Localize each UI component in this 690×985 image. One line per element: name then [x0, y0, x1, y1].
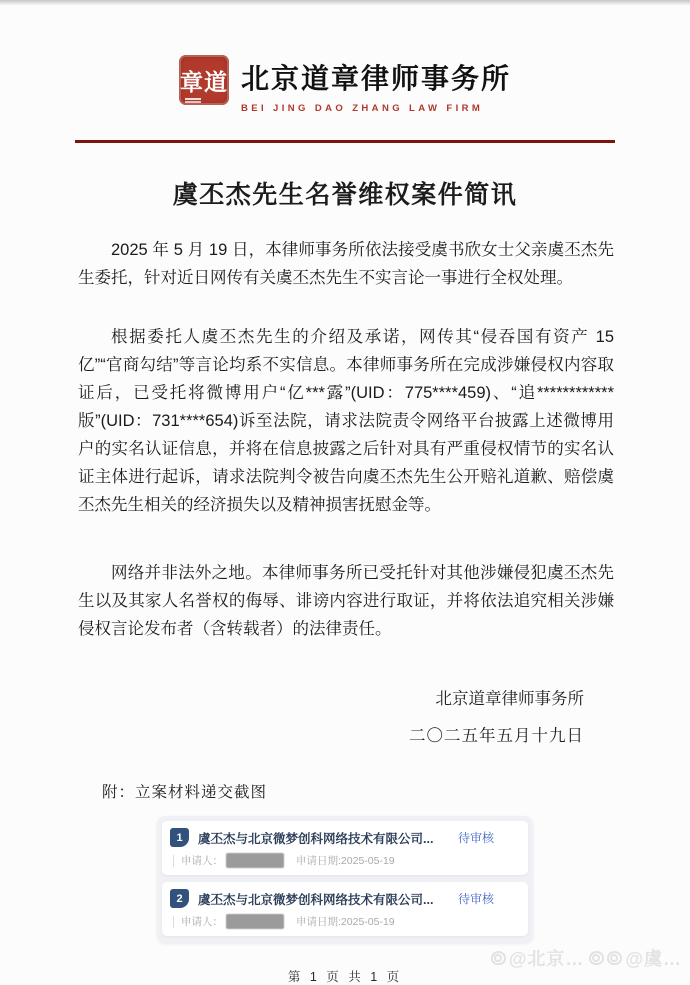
case-row-meta: [173, 914, 520, 929]
document-title: 虞丕杰先生名誉维权案件简讯: [172, 181, 518, 209]
case-row-main: [170, 889, 520, 908]
apply-date-value: 2025-05-19: [340, 854, 395, 867]
weibo-watermark: [491, 945, 682, 971]
case-filing-row: [162, 821, 528, 875]
watermark-text-1: @北京…: [508, 949, 585, 969]
weibo-logo-icon: [491, 951, 506, 965]
apply-date-label: 申请日期:: [296, 916, 341, 928]
redacted-applicant-name: [226, 853, 284, 868]
apply-date-value: 2025-05-19: [340, 915, 395, 928]
signature-date: 二〇二五年五月十九日: [409, 727, 584, 745]
law-firm-seal-icon: [179, 55, 229, 105]
firm-name-cn: 北京道章律师事务所: [240, 62, 511, 95]
letterhead: [0, 55, 690, 114]
meta-divider: [173, 855, 174, 867]
case-filing-row: [162, 882, 528, 936]
meta-divider: [173, 916, 174, 928]
page-number: 第 1 页 共 1 页: [287, 970, 403, 984]
weibo-logo-icon: [589, 951, 604, 965]
signature-block: [0, 685, 690, 746]
watermark-group-2: [589, 945, 682, 971]
case-status-badge: 待审核: [457, 892, 494, 906]
case-title: 虞丕杰与北京微梦创科网络技术有限公司...: [198, 892, 434, 907]
case-number-badge: 2: [170, 889, 189, 908]
case-row-meta: [173, 853, 520, 868]
applicant-label: 申请人：: [181, 855, 223, 867]
redacted-applicant-name: [226, 914, 284, 929]
case-number-badge: 1: [170, 828, 189, 847]
watermark-group-1: [491, 945, 585, 971]
firm-name-en: BEI JING DAO ZHANG LAW FIRM: [240, 103, 484, 114]
letterhead-divider: [75, 140, 615, 143]
apply-date-label: 申请日期:: [296, 855, 341, 867]
case-status-badge: 待审核: [457, 831, 494, 845]
case-row-main: [170, 828, 520, 847]
watermark-text-2: @虞…: [625, 949, 682, 969]
applicant-label: 申请人：: [181, 916, 223, 928]
signature-firm: 北京道章律师事务所: [435, 690, 584, 708]
case-title: 虞丕杰与北京微梦创科网络技术有限公司...: [198, 831, 434, 846]
weibo-logo-icon: [607, 951, 622, 965]
attachment-label: 附：立案材料递交截图: [102, 784, 268, 801]
firm-name-block: [241, 55, 511, 114]
attachment-screenshot: [157, 816, 533, 943]
paragraph-2: 根据委托人虞丕杰先生的介绍及承诺，网传其“侵吞国有资产 15 亿”“官商勾结”等言论均系不实信息。本律师事务所在完成涉嫌侵权内容取证后，已受托将微博用户“亿***露”(UID：775****459)、“追************版”(UID：731****654)诉至法院，请求法院责令网络平台披露上述微博用户的实名认证信息，并将在信息披露之后针对具有严重侵权情节的实名认证主体进行起诉，请求法院判令被告向虞丕杰先生公开赔礼道歉、赔偿虞丕杰先生相关的经济损失以及精神损害抚慰金等。: [78, 328, 614, 514]
seal-text: 章道: [179, 68, 228, 96]
page-top-edge: [0, 0, 690, 5]
paragraph-1: 2025 年 5 月 19 日，本律师事务所依法接受虞书欣女士父亲虞丕杰先生委托，针对近日网传有关虞丕杰先生不实言论一事进行全权处理。: [78, 241, 614, 287]
paragraph-3: 网络并非法外之地。本律师事务所已受托针对其他涉嫌侵犯虞丕杰先生以及其家人名誉权的侮辱、诽谤内容进行取证，并将依法追究相关涉嫌侵权言论发布者（含转载者）的法律责任。: [78, 564, 614, 638]
